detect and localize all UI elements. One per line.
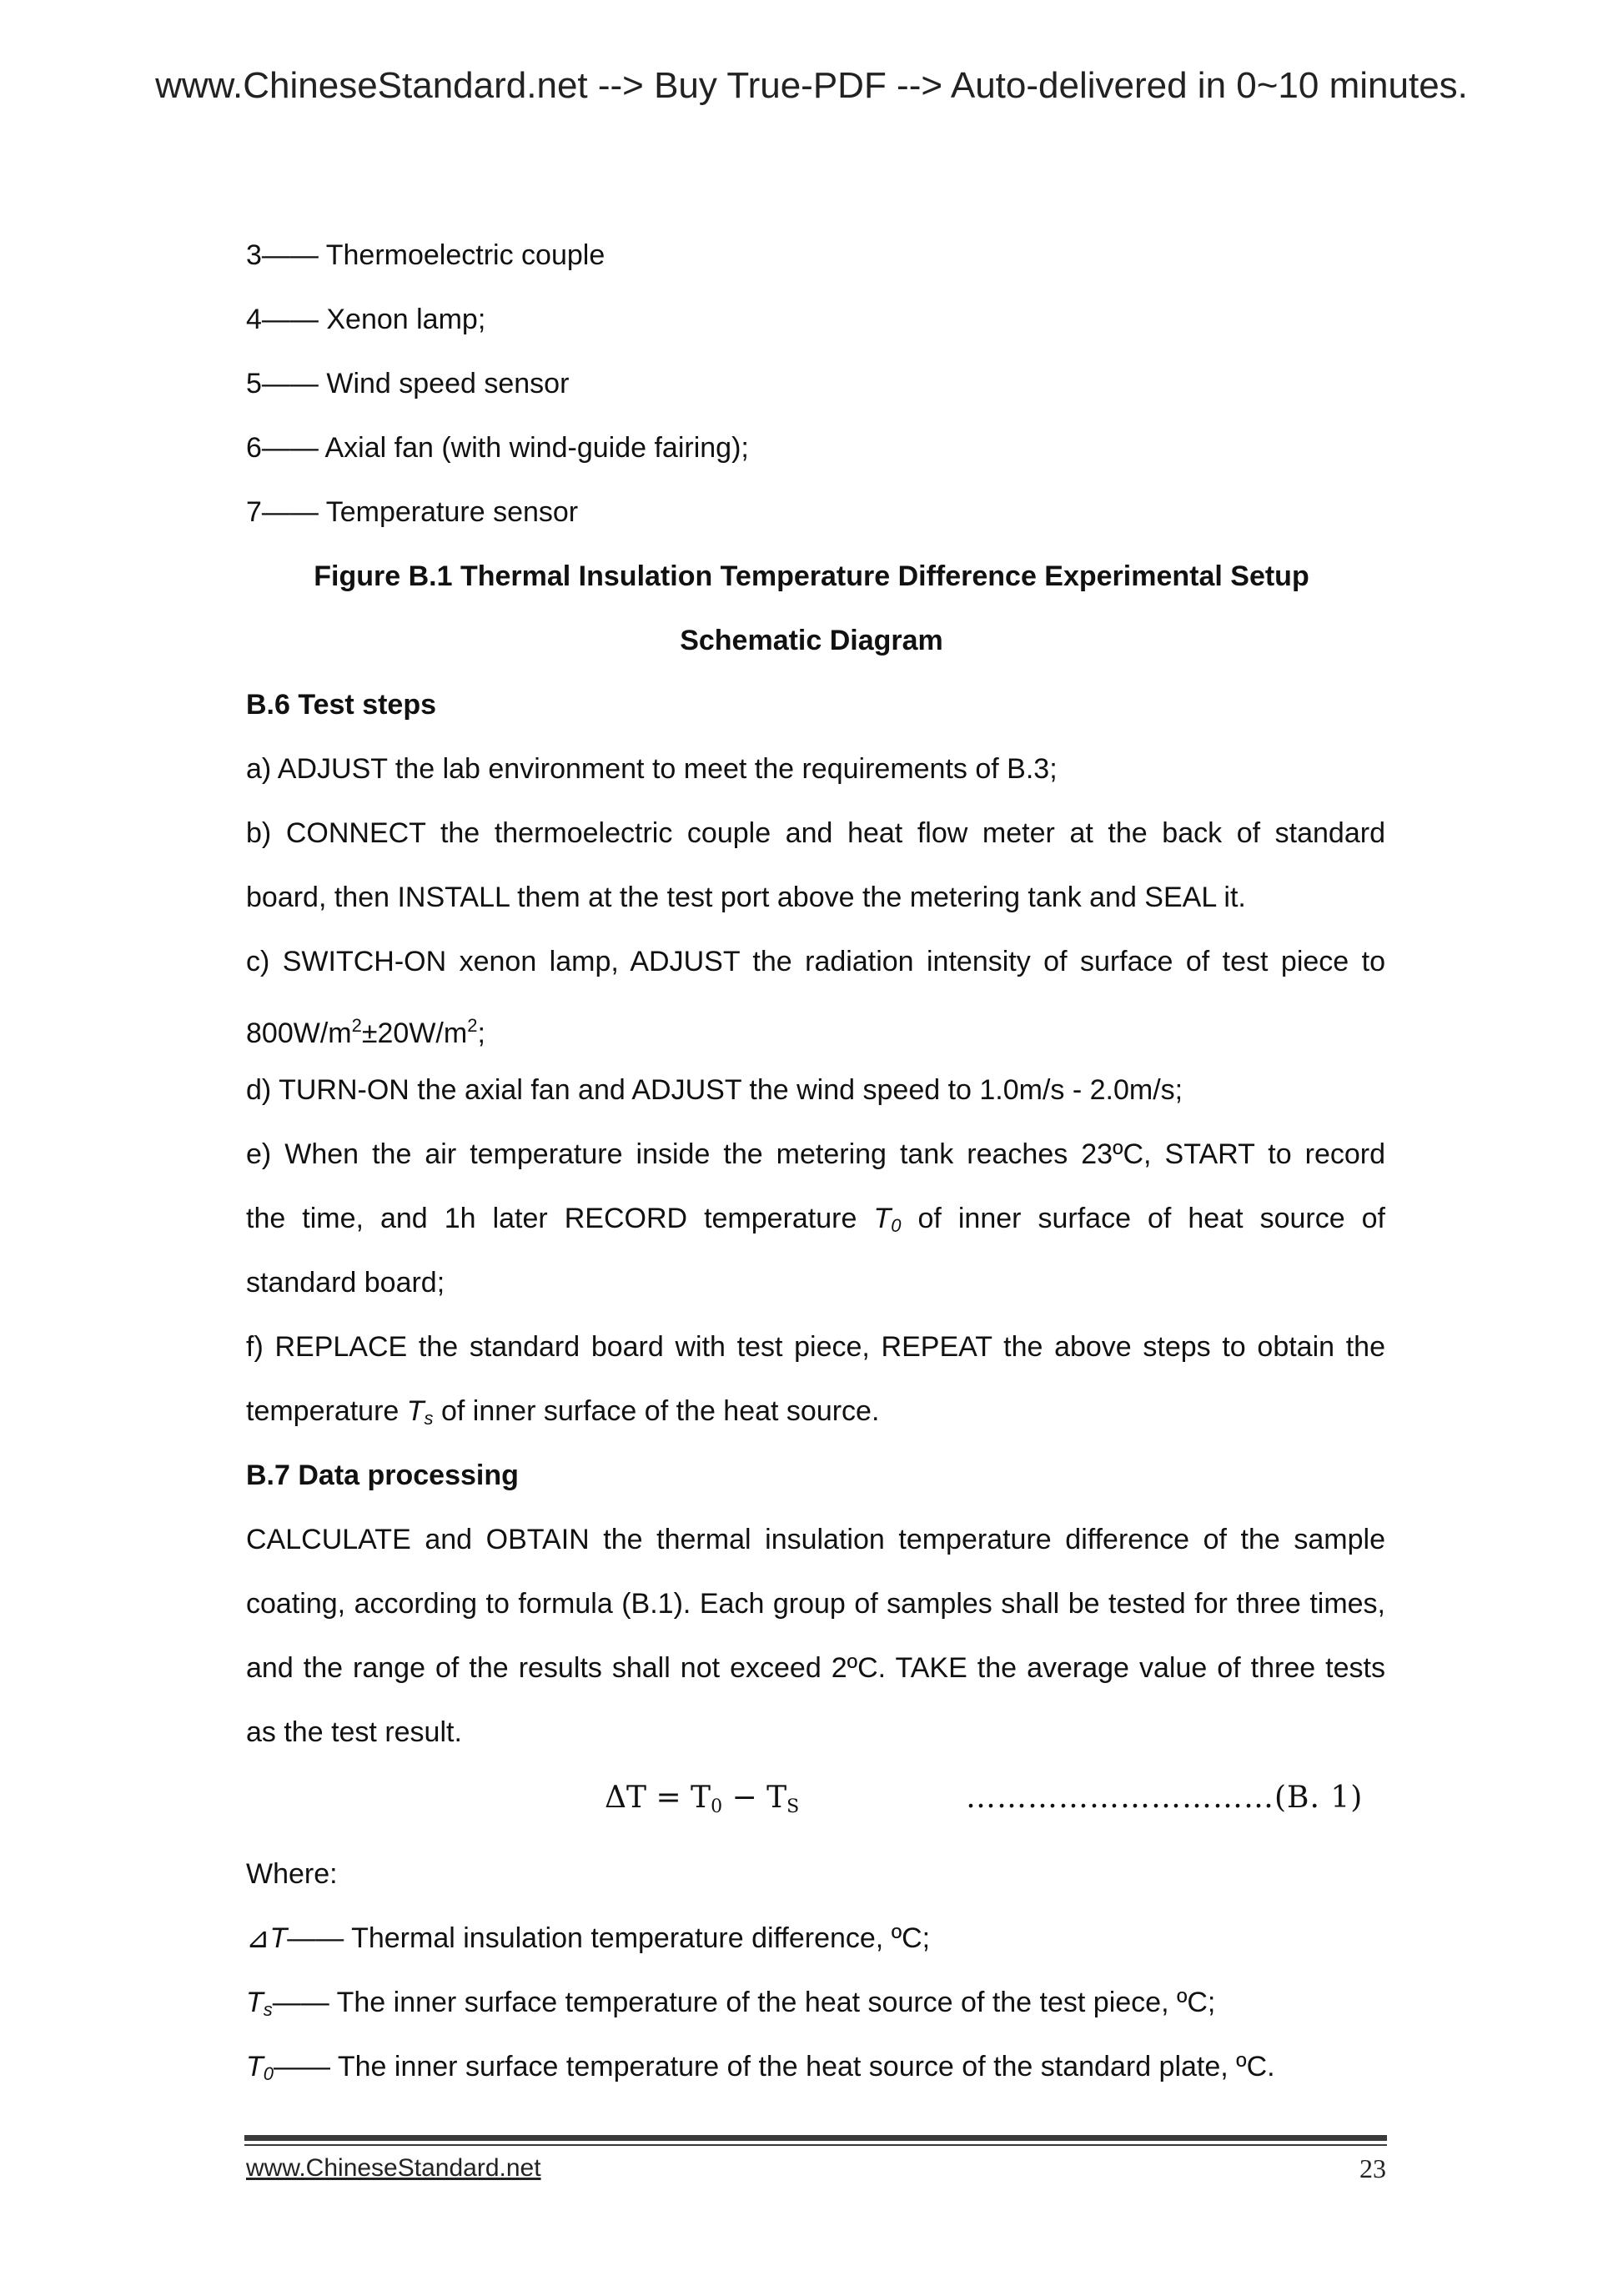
symbol-delta-t: ⊿T [246,1922,288,1954]
where-definition: —— The inner surface temperature of the heat source of the test piece, ºC; [272,1987,1216,2018]
legend-text: Xenon lamp; [318,304,486,335]
where-label: Where: [246,1858,338,1890]
section-heading-test-steps: B.6 Test steps [246,689,437,721]
page-number: 23 [1359,2153,1386,2183]
where-definition: —— The inner surface temperature of the heat source of the standard plate, ºC. [274,2051,1275,2082]
superscript: 2 [467,1015,478,1036]
figure-caption-line2: Schematic Diagram [680,625,943,656]
legend-text: Temperature sensor [318,496,579,528]
symbol-t0: $T_0$ [246,2051,274,2084]
step-b-line2: board, then INSTALL them at the test port above the metering tank and SEAL it. [246,882,1246,913]
legend-text: Axial fan (with wind-guide fairing); [318,432,749,464]
step-c-line2 [246,1007,485,1052]
legend-dash: —— [261,239,319,271]
legend-item [246,430,749,466]
legend-item [246,237,605,274]
legend-text: Thermoelectric couple [318,239,605,271]
legend-item [246,494,578,530]
step-c-text: ±20W/m [361,1017,468,1049]
symbol-ts: $T_s$ [406,1395,434,1429]
step-b-line1: b) CONNECT the thermoelectric couple and heat flow meter at the back of standard [246,817,1385,849]
where-item [246,1984,1215,2028]
figure-caption-line1: Figure B.1 Thermal Insulation Temperature Difference Experimental Setup [314,560,1309,592]
footer-rule-thin [244,2144,1387,2146]
paragraph-line: CALCULATE and OBTAIN the thermal insulation temperature difference of the sample [246,1524,1385,1555]
legend-dash: —— [261,432,319,464]
step-f-line2 [246,1393,879,1437]
legend-number: 6 [246,432,262,464]
paragraph-line: and the range of the results shall not exceed 2ºC. TAKE the average value of three tests [246,1652,1385,1684]
step-c-line1: c) SWITCH-ON xenon lamp, ADJUST the radiation intensity of surface of test piece to [246,946,1385,977]
legend-item [246,365,569,402]
legend-number: 3 [246,239,262,271]
paragraph-line: coating, according to formula (B.1). Each group of samples shall be tested for three times, [246,1588,1385,1620]
legend-dash: —— [261,368,319,399]
legend-dash: —— [261,304,319,335]
legend-number: 5 [246,368,262,399]
legend-item [246,301,485,338]
section-heading-data-processing: B.7 Data processing [246,1459,519,1491]
step-a: a) ADJUST the lab environment to meet the requirements of B.3; [246,753,1058,785]
superscript: 2 [351,1015,362,1036]
step-e-text: of inner surface of heat source of [917,1203,1386,1234]
step-f-text: of inner surface of the heat source. [433,1395,880,1427]
header-banner[interactable]: www.ChineseStandard.net --> Buy True-PDF --> Auto-delivered in 0~10 minutes. [155,65,1468,106]
where-item [246,2048,1275,2093]
formula-number: …………………………(B. 1) [966,1781,1364,1815]
step-e-line1: e) When the air temperature inside the metering tank reaches 23ºC, START to record [246,1138,1385,1170]
paragraph-line: as the test result. [246,1716,462,1748]
legend-number: 7 [246,496,262,528]
symbol-ts: $T_s$ [246,1987,273,2020]
step-e-line2 [246,1200,1385,1244]
step-f-text: temperature [246,1395,407,1427]
legend-dash: —— [261,496,319,528]
symbol-t0: $T_0$ [873,1203,902,1236]
step-c-text: 800W/m [246,1017,352,1049]
legend-text: Wind speed sensor [318,368,570,399]
legend-number: 4 [246,304,262,335]
footer-site-link[interactable]: www.ChineseStandard.net [246,2154,541,2182]
step-d: d) TURN-ON the axial fan and ADJUST the wind speed to 1.0m/s - 2.0m/s; [246,1074,1183,1106]
formula-b1: ΔT = T0 − TS [605,1781,800,1817]
step-c-text: ; [477,1017,485,1049]
footer-rule-thick [244,2135,1387,2141]
step-f-line1: f) REPLACE the standard board with test piece, REPEAT the above steps to obtain the [246,1331,1385,1363]
step-e-text: the time, and 1h later RECORD temperature [246,1203,857,1234]
step-e-line3: standard board; [246,1267,445,1299]
where-definition: —— Thermal insulation temperature difference, ºC; [287,1922,931,1954]
where-item [246,1920,930,1957]
